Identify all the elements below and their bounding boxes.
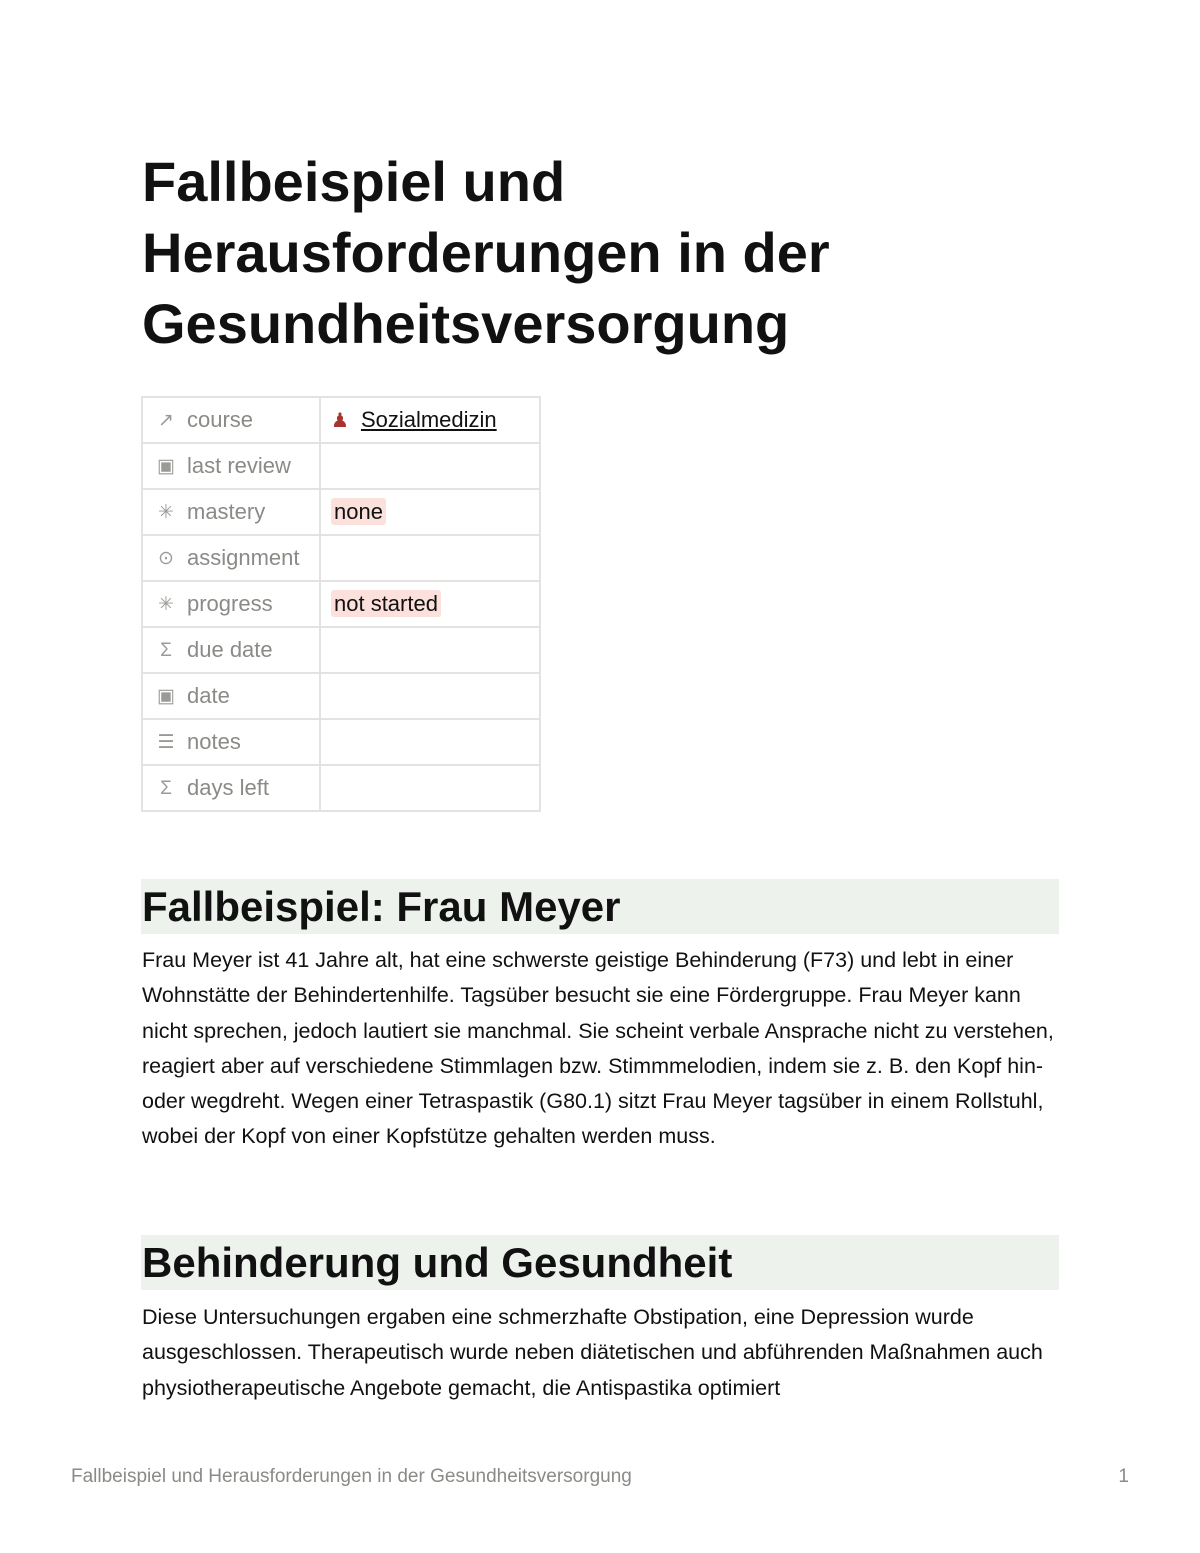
property-key-due-date	[142, 627, 320, 673]
property-value-assignment[interactable]	[320, 535, 540, 581]
property-value-date[interactable]	[320, 673, 540, 719]
status-pill[interactable]: not started	[331, 590, 441, 617]
property-key-notes	[142, 719, 320, 765]
sigma-icon: Σ	[160, 777, 172, 799]
course-link-text[interactable]: Sozialmedizin	[360, 407, 497, 433]
property-key-last-review	[142, 443, 320, 489]
course-link[interactable]	[331, 407, 497, 433]
property-row-due-date	[142, 627, 540, 673]
property-key-mastery	[142, 489, 320, 535]
course-emoji-icon: ♟	[331, 409, 349, 432]
calendar-icon: ▣	[157, 455, 175, 477]
property-value-progress[interactable]	[320, 581, 540, 627]
property-key-days-left	[142, 765, 320, 811]
status-spinner-icon: ✳	[158, 593, 174, 615]
page-number: 1	[1118, 1466, 1129, 1487]
property-label: due date	[187, 637, 273, 662]
property-value-course[interactable]	[320, 397, 540, 443]
property-label: progress	[187, 591, 273, 616]
property-label: days left	[187, 775, 269, 800]
property-row-date	[142, 673, 540, 719]
property-key-progress	[142, 581, 320, 627]
text-lines-icon: ☰	[157, 731, 175, 753]
property-value-mastery[interactable]	[320, 489, 540, 535]
property-label: assignment	[187, 545, 300, 570]
status-pill[interactable]: none	[331, 498, 386, 525]
property-row-course	[142, 397, 540, 443]
section-heading: Behinderung und Gesundheit	[141, 1235, 1059, 1290]
property-key-course	[142, 397, 320, 443]
footer-title: Fallbeispiel und Herausforderungen in der Gesundheitsversorgung	[71, 1466, 632, 1487]
property-row-days-left	[142, 765, 540, 811]
arrow-up-right-icon: ↗	[158, 409, 174, 431]
property-label: notes	[187, 729, 241, 754]
sigma-icon: Σ	[160, 639, 172, 661]
property-label: date	[187, 683, 230, 708]
property-row-last-review	[142, 443, 540, 489]
page-title: Fallbeispiel und Herausforderungen in der Gesundheitsversorgung	[142, 150, 830, 355]
section-heading: Fallbeispiel: Frau Meyer	[141, 879, 1059, 934]
property-label: mastery	[187, 499, 266, 524]
status-spinner-icon: ✳	[158, 501, 174, 523]
property-value-due-date	[320, 627, 540, 673]
property-value-notes[interactable]	[320, 719, 540, 765]
property-row-mastery	[142, 489, 540, 535]
property-key-assignment	[142, 535, 320, 581]
property-value-days-left	[320, 765, 540, 811]
section-paragraph: Frau Meyer ist 41 Jahre alt, hat eine schwerste geistige Behinderung (F73) und lebt in einer Wohnstätte der Behindertenhilfe. Tagsüber besucht sie eine Fördergruppe. Frau Meyer kann nicht sprechen, jedoch lautiert sie manchmal. Sie scheint verbale Ansprache nicht zu verstehen, reagiert aber auf verschiedene Stimmlagen bzw. Stimmmelodien, indem sie z. B. den Kopf hin- oder wegdreht. Wegen einer Tetraspastik (G80.1) sitzt Frau Meyer tagsüber in einem Rollstuhl, wobei der Kopf von einer Kopfstütze gehalten werden muss.	[142, 948, 1054, 1149]
property-row-assignment	[142, 535, 540, 581]
property-row-notes	[142, 719, 540, 765]
property-row-progress	[142, 581, 540, 627]
property-value-last-review[interactable]	[320, 443, 540, 489]
property-label: course	[187, 407, 254, 432]
property-label: last review	[187, 453, 291, 478]
properties-table	[141, 396, 541, 812]
chevron-circle-icon: ⊙	[158, 547, 174, 569]
property-key-date	[142, 673, 320, 719]
calendar-icon: ▣	[157, 685, 175, 707]
section-paragraph: Diese Untersuchungen ergaben eine schmerzhafte Obstipation, eine Depression wurde ausgeschlossen. Therapeutisch wurde neben diätetischen und abführenden Maßnahmen auch physiotherapeutische Angebote gemacht, die Antispastika optimiert	[142, 1305, 1043, 1400]
